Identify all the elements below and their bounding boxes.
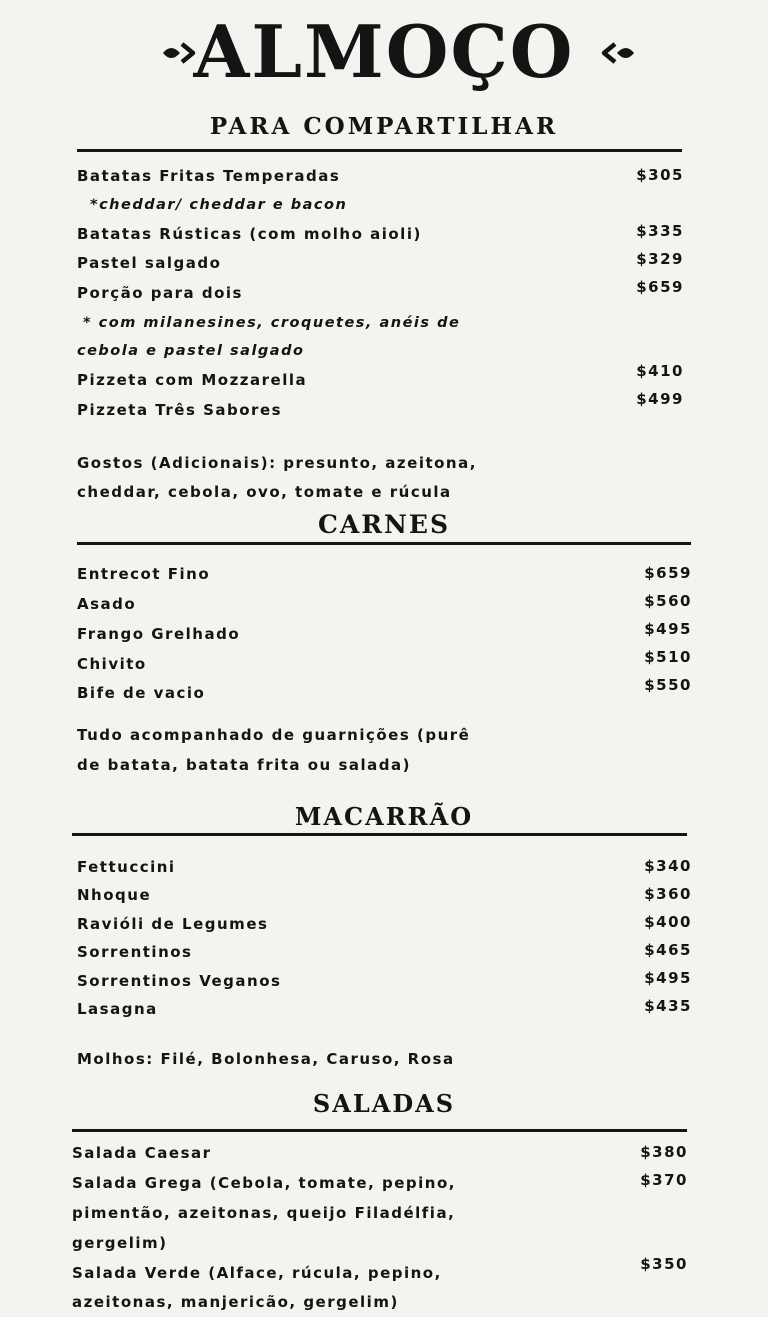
menu-item-name: Salada Caesar [72, 1144, 212, 1162]
menu-item-name: Asado [77, 595, 137, 613]
menu-item-price: $340 [644, 857, 692, 875]
menu-item-name: Salada Grega (Cebola, tomate, pepino, [72, 1174, 456, 1192]
section-title-carnes: CARNES [317, 510, 451, 539]
left-ornament-icon [163, 38, 203, 68]
menu-item-note: cebola e pastel salgado [77, 343, 305, 359]
section-footer-note: cheddar, cebola, ovo, tomate e rúcula [77, 483, 452, 501]
section-footer-note: Gostos (Adicionais): presunto, azeitona, [77, 454, 477, 472]
section-divider [72, 1129, 687, 1132]
menu-item-name: Bife de vacio [77, 684, 206, 702]
menu-item-price: $380 [640, 1143, 688, 1161]
menu-item-price: $305 [636, 166, 684, 184]
menu-item-name: Frango Grelhado [77, 625, 241, 643]
menu-item-note: *cheddar/ cheddar e bacon [90, 197, 348, 213]
menu-item-note: * com milanesines, croquetes, anéis de [83, 315, 461, 331]
menu-item-price: $495 [644, 969, 692, 987]
menu-item-price: $350 [640, 1255, 688, 1273]
section-title-macarrao: MACARRÃO [294, 802, 474, 831]
menu-item-price: $400 [644, 913, 692, 931]
section-title-para-compartilhar: PARA COMPARTILHAR [209, 113, 559, 140]
menu-item-name: Chivito [77, 655, 147, 673]
menu-item-name: Lasagna [77, 1000, 158, 1018]
menu-item-price: $499 [636, 390, 684, 408]
menu-item-name: azeitonas, manjericão, gergelim) [72, 1293, 399, 1311]
menu-item-name: Nhoque [77, 886, 152, 904]
menu-item-name: Salada Verde (Alface, rúcula, pepino, [72, 1264, 442, 1282]
menu-item-name: Entrecot Fino [77, 565, 211, 583]
menu-item-price: $659 [636, 278, 684, 296]
menu-item-name: Pizzeta Três Sabores [77, 401, 283, 419]
menu-item-price: $550 [644, 676, 692, 694]
menu-item-name: Porção para dois [77, 284, 243, 302]
menu-item-name: Sorrentinos Veganos [77, 972, 282, 990]
menu-item-price: $465 [644, 941, 692, 959]
section-divider [77, 149, 682, 152]
page-title: ALMOÇO [193, 9, 575, 94]
menu-item-name: Pastel salgado [77, 254, 222, 272]
section-title-saladas: SALADAS [312, 1089, 456, 1118]
menu-item-price: $335 [636, 222, 684, 240]
menu-item-price: $360 [644, 885, 692, 903]
section-divider [72, 833, 687, 836]
menu-item-price: $495 [644, 620, 692, 638]
section-divider [77, 542, 691, 545]
right-ornament-icon [594, 38, 634, 68]
menu-item-price: $435 [644, 997, 692, 1015]
menu-item-name: Pizzeta com Mozzarella [77, 371, 308, 389]
menu-item-name: Ravióli de Legumes [77, 915, 269, 933]
section-footer-note: de batata, batata frita ou salada) [77, 756, 411, 774]
menu-item-name: pimentão, azeitonas, queijo Filadélfia, [72, 1204, 456, 1222]
menu-item-name: Batatas Rústicas (com molho aioli) [77, 225, 422, 243]
menu-item-name: Batatas Fritas Temperadas [77, 167, 341, 185]
menu-item-price: $370 [640, 1171, 688, 1189]
menu-item-price: $659 [644, 564, 692, 582]
menu-item-price: $560 [644, 592, 692, 610]
section-footer-note: Tudo acompanhado de guarnições (purê [77, 726, 471, 744]
menu-item-name: Fettuccini [77, 858, 176, 876]
menu-item-price: $410 [636, 362, 684, 380]
menu-item-price: $329 [636, 250, 684, 268]
section-footer-note: Molhos: Filé, Bolonhesa, Caruso, Rosa [77, 1050, 455, 1068]
menu-item-name: gergelim) [72, 1234, 168, 1252]
menu-item-name: Sorrentinos [77, 943, 193, 961]
menu-item-price: $510 [644, 648, 692, 666]
